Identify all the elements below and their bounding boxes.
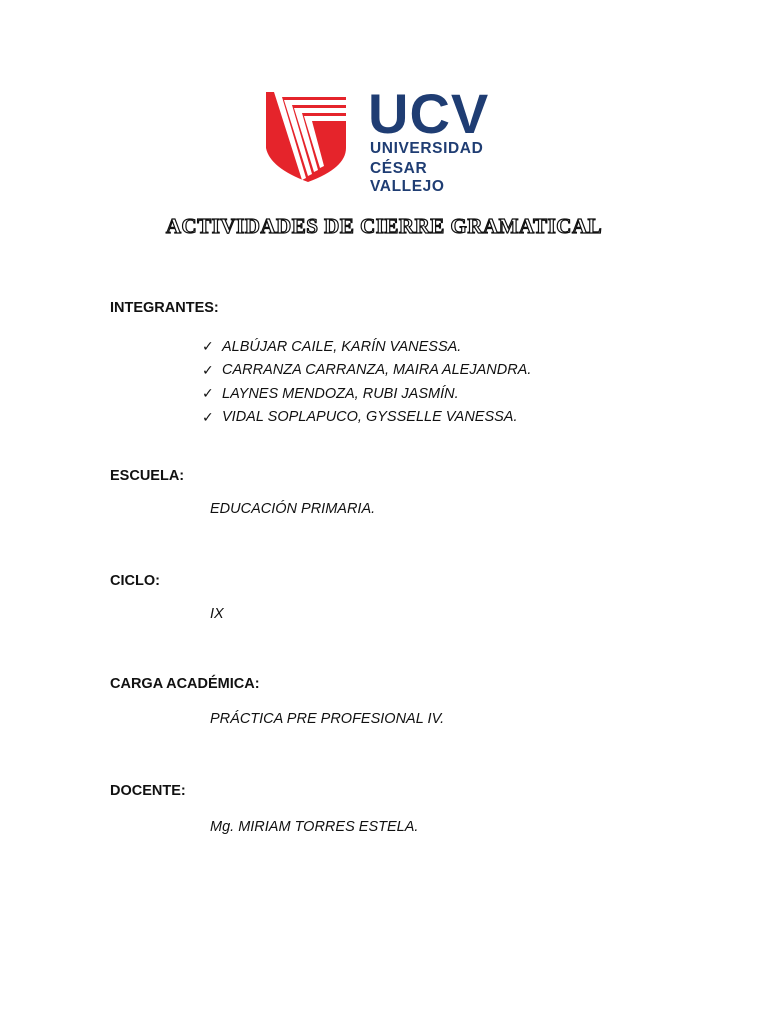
ciclo-label: CICLO:	[110, 573, 160, 589]
ciclo-value: IX	[210, 606, 224, 622]
escuela-label: ESCUELA:	[110, 468, 185, 484]
list-item	[202, 406, 531, 430]
members-list	[202, 335, 531, 429]
carga-value: PRÁCTICA PRE PROFESIONAL IV.	[210, 711, 445, 727]
member-name: LAYNES MENDOZA, RUBI JASMÍN.	[222, 385, 459, 402]
check-icon: ✓	[202, 361, 214, 378]
carga-label: CARGA ACADÉMICA:	[110, 676, 260, 692]
docente-label: DOCENTE:	[110, 783, 186, 799]
university-logo	[262, 82, 494, 195]
document-title: ACTIVIDADES DE CIERRE GRAMATICAL	[165, 214, 603, 238]
check-icon: ✓	[202, 385, 214, 402]
list-item	[202, 359, 531, 383]
list-item	[202, 335, 531, 359]
member-name: VIDAL SOPLAPUCO, GYSSELLE VANESSA.	[222, 409, 518, 426]
member-name: ALBÚJAR CAILE, KARÍN VANESSA.	[222, 338, 462, 355]
docente-value: Mg. MIRIAM TORRES ESTELA.	[210, 819, 419, 835]
escuela-value: EDUCACIÓN PRIMARIA.	[210, 501, 376, 517]
shield-logo-icon	[262, 86, 362, 186]
integrantes-label: INTEGRANTES:	[110, 300, 219, 316]
logo-name-line: CÉSAR VALLEJO	[370, 160, 445, 195]
list-item	[202, 382, 531, 406]
logo-university-line: UNIVERSIDAD	[370, 140, 484, 157]
logo-abbreviation: UCV	[368, 82, 490, 145]
check-icon: ✓	[202, 408, 214, 425]
member-name: CARRANZA CARRANZA, MAIRA ALEJANDRA.	[222, 362, 532, 379]
check-icon: ✓	[202, 338, 214, 355]
